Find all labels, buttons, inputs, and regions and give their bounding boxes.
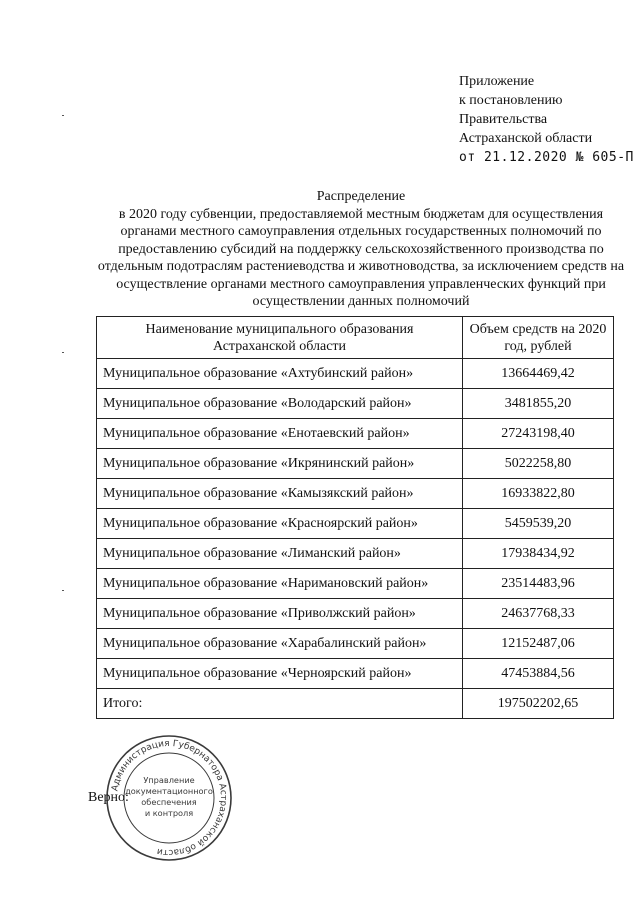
table-row bbox=[97, 539, 614, 569]
table-row bbox=[97, 629, 614, 659]
appendix-block bbox=[459, 72, 634, 167]
amount-cell: 16933822,80 bbox=[463, 479, 614, 509]
table-row bbox=[97, 359, 614, 389]
table-row bbox=[97, 509, 614, 539]
appendix-line: Приложение bbox=[459, 74, 535, 89]
distribution-table bbox=[96, 316, 614, 719]
document-heading bbox=[96, 188, 626, 311]
table-header-row bbox=[97, 317, 614, 359]
amount-cell: 12152487,06 bbox=[463, 629, 614, 659]
amount-cell: 23514483,96 bbox=[463, 569, 614, 599]
municipality-name: Муниципальное образование «Камызякский район» bbox=[97, 479, 463, 509]
seal-center-line: Управление bbox=[143, 775, 195, 785]
scan-dot bbox=[62, 352, 64, 353]
amount-cell: 24637768,33 bbox=[463, 599, 614, 629]
municipality-name: Муниципальное образование «Володарский район» bbox=[97, 389, 463, 419]
table-row bbox=[97, 659, 614, 689]
total-row bbox=[97, 689, 614, 719]
scan-dot bbox=[62, 115, 64, 116]
municipality-name: Муниципальное образование «Енотаевский район» bbox=[97, 419, 463, 449]
municipality-name: Муниципальное образование «Лиманский район» bbox=[97, 539, 463, 569]
scan-dot bbox=[62, 590, 64, 591]
municipality-name: Муниципальное образование «Черноярский район» bbox=[97, 659, 463, 689]
amount-cell: 5022258,80 bbox=[463, 449, 614, 479]
certification-verno: Верно: bbox=[88, 790, 129, 805]
table-row bbox=[97, 599, 614, 629]
amount-cell: 3481855,20 bbox=[463, 389, 614, 419]
seal-center-line: и контроля bbox=[144, 808, 194, 818]
document-subtitle: в 2020 году субвенции, предоставляемой местным бюджетам для осуществления органами местного самоуправления отдельных государственных полномочий по предоставлению субсидий на поддержку сельскохозяйственного производства по отдельным подотраслям растениеводства и животноводства, за исключением средств на осуществление органами местного самоуправления управленческих функций при осуществлении данных полномочий bbox=[97, 206, 625, 309]
municipality-name: Муниципальное образование «Харабалинский район» bbox=[97, 629, 463, 659]
seal-ring-text: Администрация Губернатора Астраханской области bbox=[110, 738, 229, 858]
municipality-name: Муниципальное образование «Красноярский район» bbox=[97, 509, 463, 539]
appendix-line: Астраханской области bbox=[459, 131, 593, 146]
municipality-name: Муниципальное образование «Приволжский район» bbox=[97, 599, 463, 629]
amount-cell: 17938434,92 bbox=[463, 539, 614, 569]
table-row bbox=[97, 419, 614, 449]
total-label: Итого: bbox=[97, 689, 463, 719]
appendix-line: Правительства bbox=[459, 112, 548, 127]
header-municipality: Наименование муниципального образования Астраханской области bbox=[97, 317, 463, 359]
appendix-line: к постановлению bbox=[459, 93, 563, 108]
amount-cell: 27243198,40 bbox=[463, 419, 614, 449]
table-row bbox=[97, 449, 614, 479]
seal-center-line: обеспечения bbox=[141, 797, 197, 807]
amount-cell: 13664469,42 bbox=[463, 359, 614, 389]
amount-cell: 5459539,20 bbox=[463, 509, 614, 539]
seal-center-line: документационного bbox=[125, 786, 213, 796]
municipality-name: Муниципальное образование «Наримановский район» bbox=[97, 569, 463, 599]
table-row bbox=[97, 479, 614, 509]
municipality-name: Муниципальное образование «Ахтубинский район» bbox=[97, 359, 463, 389]
appendix-date-line: от 21.12.2020 № 605-П bbox=[459, 150, 634, 165]
table-row bbox=[97, 569, 614, 599]
total-amount: 197502202,65 bbox=[463, 689, 614, 719]
municipality-name: Муниципальное образование «Икрянинский район» bbox=[97, 449, 463, 479]
table-row bbox=[97, 389, 614, 419]
amount-cell: 47453884,56 bbox=[463, 659, 614, 689]
header-amount: Объем средств на 2020 год, рублей bbox=[463, 317, 614, 359]
document-title: Распределение bbox=[316, 189, 406, 204]
